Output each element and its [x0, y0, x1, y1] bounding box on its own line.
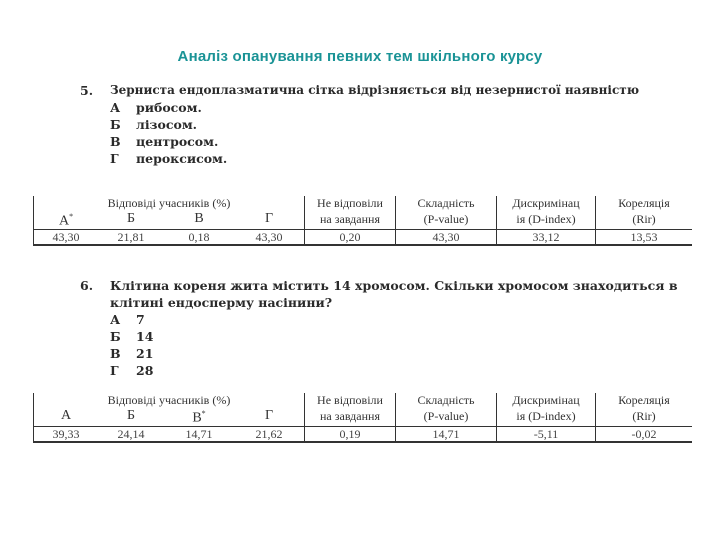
answer-col-label: А	[58, 213, 70, 229]
option-letter: А	[110, 100, 121, 115]
answer-col-a	[34, 210, 99, 229]
question-text-line-2: клітині ендосперму насінини?	[110, 295, 333, 310]
answer-col-label: В	[192, 410, 202, 426]
option-text: 7	[136, 312, 145, 327]
correlation-header-1: Кореляція	[596, 393, 693, 407]
discrimination-header-1: Дискримінац	[497, 196, 596, 210]
option-letter: В	[110, 134, 121, 149]
value-correlation: 13,53	[596, 229, 693, 245]
correlation-header-2: (Rir)	[596, 210, 693, 229]
option-text: 28	[136, 363, 154, 378]
value-c: 0,18	[164, 229, 234, 245]
discrimination-header-2: ія (D-index)	[497, 210, 596, 229]
no-answer-header-1: Не відповіли	[305, 196, 396, 210]
question-5	[80, 82, 639, 167]
value-discrimination: 33,12	[497, 229, 596, 245]
option-text: пероксисом.	[136, 151, 228, 166]
option-letter: А	[110, 312, 121, 327]
data-row	[34, 426, 693, 442]
value-correlation: -0,02	[596, 426, 693, 442]
option-b	[110, 328, 678, 345]
option-c	[110, 345, 678, 362]
option-letter: Б	[110, 329, 121, 344]
value-a: 39,33	[34, 426, 99, 442]
option-a	[110, 311, 678, 328]
discrimination-header-2: ія (D-index)	[497, 407, 596, 426]
no-answer-header-2: на завдання	[305, 407, 396, 426]
value-no-answer: 0,19	[305, 426, 396, 442]
answer-col-c	[164, 407, 234, 426]
data-row	[34, 229, 693, 245]
difficulty-header-2: (P-value)	[396, 407, 497, 426]
question-text-line-1: Клітина кореня жита містить 14 хромосом. Скільки хромосом знаходиться в	[110, 278, 678, 293]
correct-marker: *	[69, 212, 74, 221]
option-a	[110, 99, 639, 116]
option-d	[110, 150, 639, 167]
option-text: 14	[136, 329, 154, 344]
page-title: Аналіз опанування певних тем шкільного курсу	[177, 48, 543, 65]
answer-col-d: Г	[264, 408, 274, 424]
option-c	[110, 133, 639, 150]
question-6	[80, 277, 678, 379]
value-a: 43,30	[34, 229, 99, 245]
value-discrimination: -5,11	[497, 426, 596, 442]
answer-col-d: Г	[264, 211, 274, 227]
answer-col-b: Б	[126, 408, 136, 424]
option-letter: Г	[110, 363, 119, 378]
question-6-stats-table	[33, 393, 692, 443]
correlation-header-2: (Rir)	[596, 407, 693, 426]
value-b: 24,14	[98, 426, 164, 442]
value-no-answer: 0,20	[305, 229, 396, 245]
question-5-stats-table	[33, 196, 692, 246]
value-difficulty: 43,30	[396, 229, 497, 245]
answer-col-a: А	[34, 407, 99, 426]
option-text: центросом.	[136, 134, 219, 149]
option-letter: В	[110, 346, 121, 361]
no-answer-header-2: на завдання	[305, 210, 396, 229]
difficulty-header-1: Складність	[396, 393, 497, 407]
option-text: 21	[136, 346, 154, 361]
option-letter: Б	[110, 117, 121, 132]
value-c: 14,71	[164, 426, 234, 442]
question-text: Зерниста ендоплазматична сітка відрізняється від незернистої наявністю	[110, 83, 640, 97]
correct-marker: *	[201, 409, 206, 418]
difficulty-header-2: (P-value)	[396, 210, 497, 229]
question-number: 5.	[80, 83, 94, 98]
answer-col-c: В	[194, 211, 204, 227]
question-number: 6.	[80, 278, 94, 293]
answers-group-header: Відповіді учасників (%)	[34, 196, 305, 210]
value-d: 43,30	[234, 229, 305, 245]
option-text: лізосом.	[136, 117, 198, 132]
no-answer-header-1: Не відповіли	[305, 393, 396, 407]
option-text: рибосом.	[136, 100, 202, 115]
value-b: 21,81	[98, 229, 164, 245]
option-d	[110, 362, 678, 379]
discrimination-header-1: Дискримінац	[497, 393, 596, 407]
value-d: 21,62	[234, 426, 305, 442]
answer-col-b: Б	[126, 211, 136, 227]
option-b	[110, 116, 639, 133]
difficulty-header-1: Складність	[396, 196, 497, 210]
option-letter: Г	[110, 151, 119, 166]
value-difficulty: 14,71	[396, 426, 497, 442]
answers-group-header: Відповіді учасників (%)	[34, 393, 305, 407]
correlation-header-1: Кореляція	[596, 196, 693, 210]
